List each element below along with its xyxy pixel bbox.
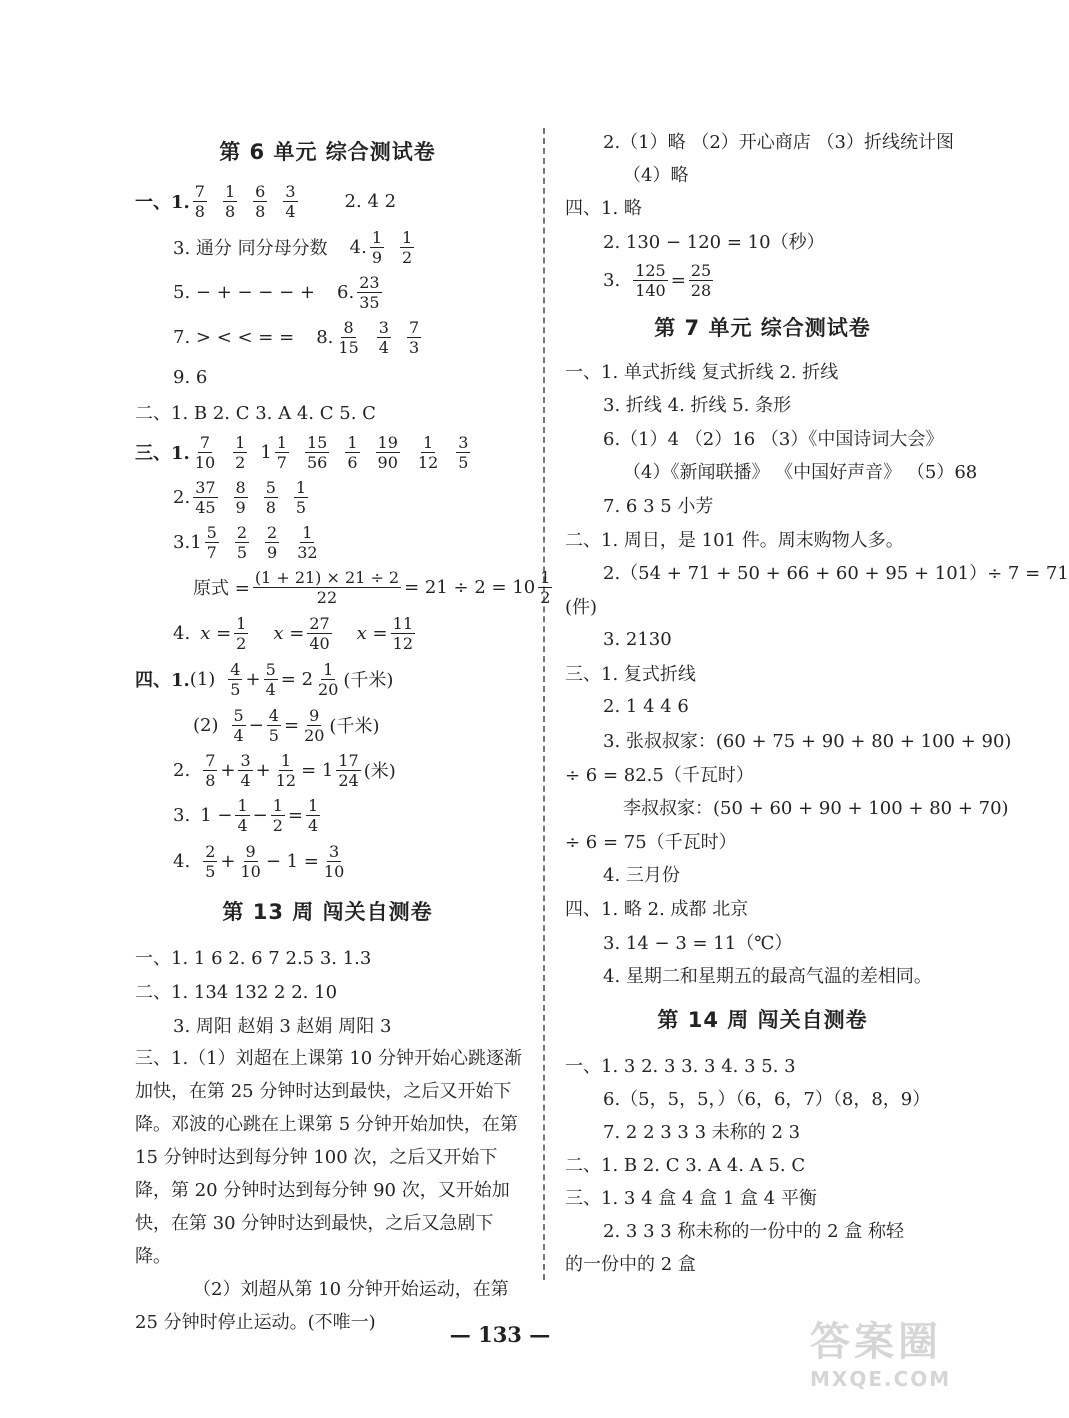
fraction: $\frac{9}{10}$ xyxy=(240,841,261,881)
fraction: $\frac{3}{4}$ xyxy=(378,317,389,357)
s4-line1: 四、1. (1) $\frac{4}{5}$ + $\frac{5}{4}$ = 2 $\frac{1}{20}$ (千米) xyxy=(135,659,394,699)
u7-line14: 李叔叔家：(50 + 60 + 90 + 100 + 80 + 70) xyxy=(623,798,1009,819)
w14-line2: 6.（5，5，5，）（6，6，7）（8，8，9） xyxy=(603,1088,931,1110)
fraction: $\frac{(1 + 21) \times 21 \div 2}{22}$ xyxy=(254,567,400,607)
w13-line1: 一、1. 1 6 2. 6 7 2.5 3. 1.3 xyxy=(135,948,372,969)
fraction: $\frac{2}{9}$ xyxy=(267,522,278,562)
r-line4: 2. 130 − 120 = 10（秒） xyxy=(603,232,825,253)
u7-line5: 7. 6 3 5 小芳 xyxy=(603,496,714,517)
u7-line15: ÷ 6 = 75（千瓦时） xyxy=(565,831,737,853)
unit6-title: 第 6 单元 综合测试卷 xyxy=(219,140,436,164)
w14-line4: 二、1. B 2. C 3. A 4. A 5. C xyxy=(565,1154,806,1176)
fraction: $\frac{25}{28}$ xyxy=(690,260,712,300)
fraction: $\frac{9}{20}$ xyxy=(304,705,325,745)
fraction: $\frac{1}{4}$ xyxy=(237,795,248,835)
fraction: $\frac{2}{5}$ xyxy=(205,841,216,881)
s1-line4: 7. > < < = = 8. $\frac{8}{15}$ $\frac{3}{4}$ $\frac{7}{3}$ xyxy=(173,317,420,357)
fraction: $\frac{5}{8}$ xyxy=(265,477,276,517)
fraction: $\frac{6}{8}$ xyxy=(255,181,266,221)
u7-line16: 4. 三月份 xyxy=(603,865,680,886)
u7-line9: 3. 2130 xyxy=(603,628,672,650)
fraction: $\frac{1}{2}$ xyxy=(235,432,246,472)
u7-line13: ÷ 6 = 82.5（千瓦时） xyxy=(565,764,754,786)
week14-title: 第 14 周 闯关自测卷 xyxy=(657,1008,868,1032)
s4-line5: 4. $\frac{2}{5}$ + $\frac{9}{10}$ − 1 = $\frac{3}{10}$ xyxy=(173,841,345,881)
r-line3: 四、1. 略 xyxy=(565,198,642,219)
fraction: $\frac{4}{5}$ xyxy=(230,659,241,699)
u7-line1: 一、1. 单式折线 复式折线 2. 折线 xyxy=(565,361,839,383)
page-number: — 133 — xyxy=(449,1322,551,1347)
watermark xyxy=(810,1310,980,1400)
w14-line7: 的一份中的 2 盒 xyxy=(565,1253,696,1275)
fraction: $\frac{1}{9}$ xyxy=(371,227,382,267)
unit7-title: 第 7 单元 综合测试卷 xyxy=(654,316,871,340)
s1-line3: 5. − + − − − + 6. $\frac{23}{35}$ xyxy=(173,272,380,312)
right-column xyxy=(565,124,1069,1279)
u7-line4: （4）《新闻联播》 《中国好声音》 （5）68 xyxy=(623,462,978,483)
fraction: $\frac{1}{8}$ xyxy=(224,181,236,221)
s3-line2: 2. $\frac{37}{45}$ $\frac{8}{9}$ $\frac{5}{8}$ $\frac{1}{5}$ xyxy=(173,477,307,517)
s3-line1: 三、1. $\frac{7}{10}$ $\frac{1}{2}$ 1 $\frac{1}{7}$ $\frac{15}{56}$ $\frac{1}{6}$ $\frac{19}{90}$ $\frac{1}{12}$ $\frac{3}{5}$ xyxy=(135,432,469,472)
fraction: $\frac{1}{12}$ xyxy=(275,750,297,790)
w13-paragraph2: （2）刘超从第 10 分钟开始运动，在第 25 分钟时停止运动。(不唯一) xyxy=(135,1279,509,1333)
u7-line3: 6.（1）4 （2）16 （3）《中国诗词大会》 xyxy=(603,428,944,450)
fraction: $\frac{5}{4}$ xyxy=(265,659,276,699)
fraction: $\frac{7}{8}$ xyxy=(194,181,205,221)
fraction: $\frac{1}{12}$ xyxy=(417,432,439,472)
r-line2: （4）略 xyxy=(623,164,689,186)
u7-line11: 2. 1 4 4 6 xyxy=(603,696,689,717)
w14-line1: 一、1. 3 2. 3 3. 3 4. 3 5. 3 xyxy=(565,1055,796,1077)
s3-formula: 原式 = $\frac{(1 + 21) \times 21 \div 2}{22}$ = 21 ÷ 2 = 10 $\frac{1}{2}$ xyxy=(193,567,551,607)
week13-title: 第 13 周 闯关自测卷 xyxy=(222,900,433,924)
s1-line2: 3. 通分 同分母分数 4. $\frac{1}{9}$ $\frac{1}{2}$ xyxy=(173,227,413,267)
watermark-logo: 答案圈 xyxy=(810,1319,942,1365)
fraction: $\frac{15}{56}$ xyxy=(306,432,328,472)
fraction: $\frac{23}{35}$ xyxy=(359,272,380,312)
u7-line6: 二、1. 周日，是 101 件。周末购物人多。 xyxy=(565,529,904,551)
fraction: $\frac{4}{5}$ xyxy=(268,705,279,745)
fraction: $\frac{1}{2}$ xyxy=(402,227,413,267)
fraction: $\frac{5}{4}$ xyxy=(233,705,244,745)
s4-line3: 2. $\frac{7}{8}$ + $\frac{3}{4}$ + $\frac{1}{12}$ = 1 $\frac{17}{24}$ (米) xyxy=(173,750,396,790)
u7-line18: 3. 14 − 3 = 11（℃） xyxy=(603,932,793,954)
watermark-url: MXQE.COM xyxy=(810,1367,952,1391)
s2-line: 二、1. B 2. C 3. A 4. C 5. C xyxy=(135,403,376,424)
w14-line5: 三、1. 3 4 盒 4 盒 1 盒 4 平衡 xyxy=(565,1187,817,1209)
fraction: $\frac{27}{40}$ xyxy=(309,613,330,653)
s1-line5: 9. 6 xyxy=(173,366,208,388)
fraction: $\frac{8}{15}$ xyxy=(338,317,359,357)
fraction: $\frac{8}{9}$ xyxy=(235,477,246,517)
fraction: $\frac{37}{45}$ xyxy=(195,477,216,517)
column-divider xyxy=(543,128,545,1280)
fraction: $\frac{1}{20}$ xyxy=(318,659,339,699)
fraction: $\frac{3}{10}$ xyxy=(323,841,345,881)
fraction: $\frac{2}{5}$ xyxy=(236,522,248,562)
fraction: $\frac{1}{2}$ xyxy=(540,567,551,607)
fraction: $\frac{3}{5}$ xyxy=(458,432,469,472)
fraction: $\frac{1}{7}$ xyxy=(276,432,287,472)
fraction: $\frac{1}{32}$ xyxy=(297,522,318,562)
fraction: $\frac{125}{140}$ xyxy=(635,260,666,300)
w13-paragraph1: 三、1.（1）刘超在上课第 10 分钟开始心跳逐渐加快，在第 25 分钟时达到最快，之后又开始下降。邓波的心跳在上课第 5 分钟开始加快，在第 15 分钟时达到每分钟 100 次，之后又开始下降，第 20 分钟时达到每分钟 90 次，又开始加快，在第 30 分钟时达到最快，之后又急剧下降。 xyxy=(135,1048,522,1267)
w13-line2: 二、1. 134 132 2 2. 10 xyxy=(135,982,338,1003)
fraction: $\frac{1}{4}$ xyxy=(308,795,319,835)
u7-line2: 3. 折线 4. 折线 5. 条形 xyxy=(603,395,792,416)
s1-line1: 一、1. $\frac{7}{8}$ $\frac{1}{8}$ $\frac{6}{8}$ $\frac{3}{4}$ 2. 4 2 xyxy=(135,181,397,221)
fraction: $\frac{5}{7}$ xyxy=(206,522,217,562)
s4-line2: (2) $\frac{5}{4}$ − $\frac{4}{5}$ = $\frac{9}{20}$ (千米) xyxy=(193,705,380,745)
fraction: $\frac{7}{10}$ xyxy=(194,432,216,472)
s4-line4: 3. 1 − $\frac{1}{4}$ − $\frac{1}{2}$ = $\frac{1}{4}$ xyxy=(173,795,319,835)
s3-line3: 3. 1 $\frac{5}{7}$ $\frac{2}{5}$ $\frac{2}{9}$ $\frac{1}{32}$ xyxy=(173,522,318,562)
fraction: $\frac{17}{24}$ xyxy=(338,750,359,790)
u7-line8: (件) xyxy=(565,596,598,618)
fraction: $\frac{7}{3}$ xyxy=(408,317,420,357)
u7-line19: 4. 星期二和星期五的最高气温的差相同。 xyxy=(603,966,932,987)
w14-line3: 7. 2 2 3 3 3 未称的 2 3 xyxy=(603,1121,801,1143)
s3-line4: 4. x = $\frac{1}{2}$ x = $\frac{27}{40}$ x = $\frac{11}{12}$ xyxy=(173,613,413,653)
u7-line10: 三、1. 复式折线 xyxy=(565,664,696,685)
fraction: $\frac{11}{12}$ xyxy=(392,613,413,653)
r-line1: 2.（1）略 （2）开心商店 （3）折线统计图 xyxy=(603,131,954,153)
fraction: $\frac{3}{4}$ xyxy=(285,181,296,221)
fraction: $\frac{19}{90}$ xyxy=(377,432,398,472)
r-line5: 3. $\frac{125}{140}$ = $\frac{25}{28}$ xyxy=(603,260,712,300)
u7-line12: 3. 张叔叔家：(60 + 75 + 90 + 80 + 100 + 90) xyxy=(603,731,1012,752)
fraction: $\frac{1}{2}$ xyxy=(272,795,283,835)
u7-line17: 四、1. 略 2. 成都 北京 xyxy=(565,899,749,920)
u7-line7: 2.（54 + 71 + 50 + 66 + 60 + 95 + 101）÷ 7 = 71 xyxy=(603,563,1069,584)
fraction: $\frac{1}{6}$ xyxy=(347,432,358,472)
fraction: $\frac{1}{2}$ xyxy=(236,613,247,653)
fraction: $\frac{3}{4}$ xyxy=(240,750,251,790)
fraction: $\frac{1}{5}$ xyxy=(295,477,307,517)
w13-line3: 3. 周阳 赵娟 3 赵娟 周阳 3 xyxy=(173,1016,392,1037)
fraction: $\frac{7}{8}$ xyxy=(205,750,216,790)
w14-line6: 2. 3 3 3 称未称的一份中的 2 盒 称轻 xyxy=(603,1220,905,1242)
